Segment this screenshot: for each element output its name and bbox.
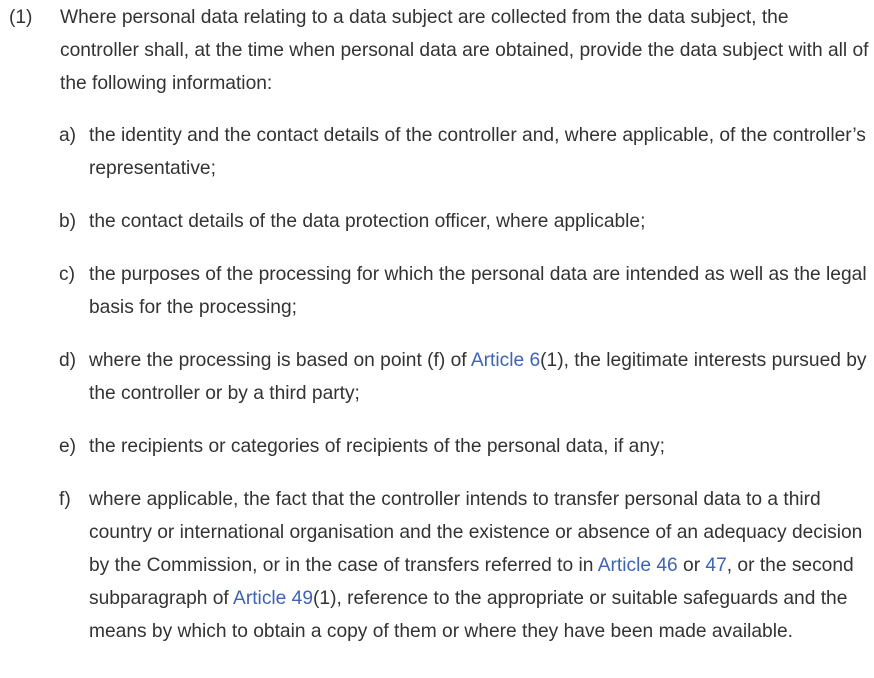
item-label-b: b) <box>59 211 77 232</box>
item-label-a: a) <box>59 125 77 146</box>
article-47-link[interactable]: 47 <box>705 555 727 576</box>
item-text-c: the purposes of the processing for which the personal data are intended as well as the legal basis for the processing; <box>89 264 867 318</box>
item-f-text-2: or <box>677 555 706 576</box>
list-item-f <box>59 483 869 648</box>
list-item-d <box>59 344 869 410</box>
item-text-b: the contact details of the data protection officer, where applicable; <box>89 211 646 232</box>
item-d-text-after: (1), the legitimate interests pursued by the controller or by a third party; <box>89 350 867 404</box>
list-item-e <box>59 430 869 463</box>
list-item-c <box>59 258 869 324</box>
list-item-a <box>59 119 869 185</box>
article-49-link[interactable]: Article 49 <box>233 588 314 609</box>
item-label-e: e) <box>59 436 77 457</box>
article-6-link[interactable]: Article 6 <box>470 350 541 371</box>
item-f-text-4: (1), reference to the appropriate or suitable safeguards and the means by which to obtain a copy of them or where they have been made available. <box>89 588 848 642</box>
item-text-a: the identity and the contact details of the controller and, where applicable, of the controller’s representative; <box>89 125 866 179</box>
list-item-b <box>59 205 869 238</box>
paragraph-number: (1) <box>9 7 33 28</box>
article-46-link[interactable]: Article 46 <box>597 555 678 576</box>
item-f-text-3: , or the second subparagraph of <box>89 555 854 609</box>
item-f-text-1: where applicable, the fact that the controller intends to transfer personal data to a third country or international organisation and the existence or absence of an adequacy decision by the Commission, or in the case of transfers referred to in <box>89 489 863 576</box>
item-d-text-before: where the processing is based on point (f) of <box>89 350 471 371</box>
item-label-d: d) <box>59 350 77 371</box>
item-label-f: f) <box>59 489 71 510</box>
item-text-f <box>89 483 874 648</box>
paragraph-text: Where personal data relating to a data subject are collected from the data subject, the controller shall, at the time when personal data are obtained, provide the data subject with all of the following information: <box>60 7 869 94</box>
item-label-c: c) <box>59 264 75 285</box>
item-text-d <box>89 344 874 410</box>
item-text-e: the recipients or categories of recipients of the personal data, if any; <box>89 436 665 457</box>
